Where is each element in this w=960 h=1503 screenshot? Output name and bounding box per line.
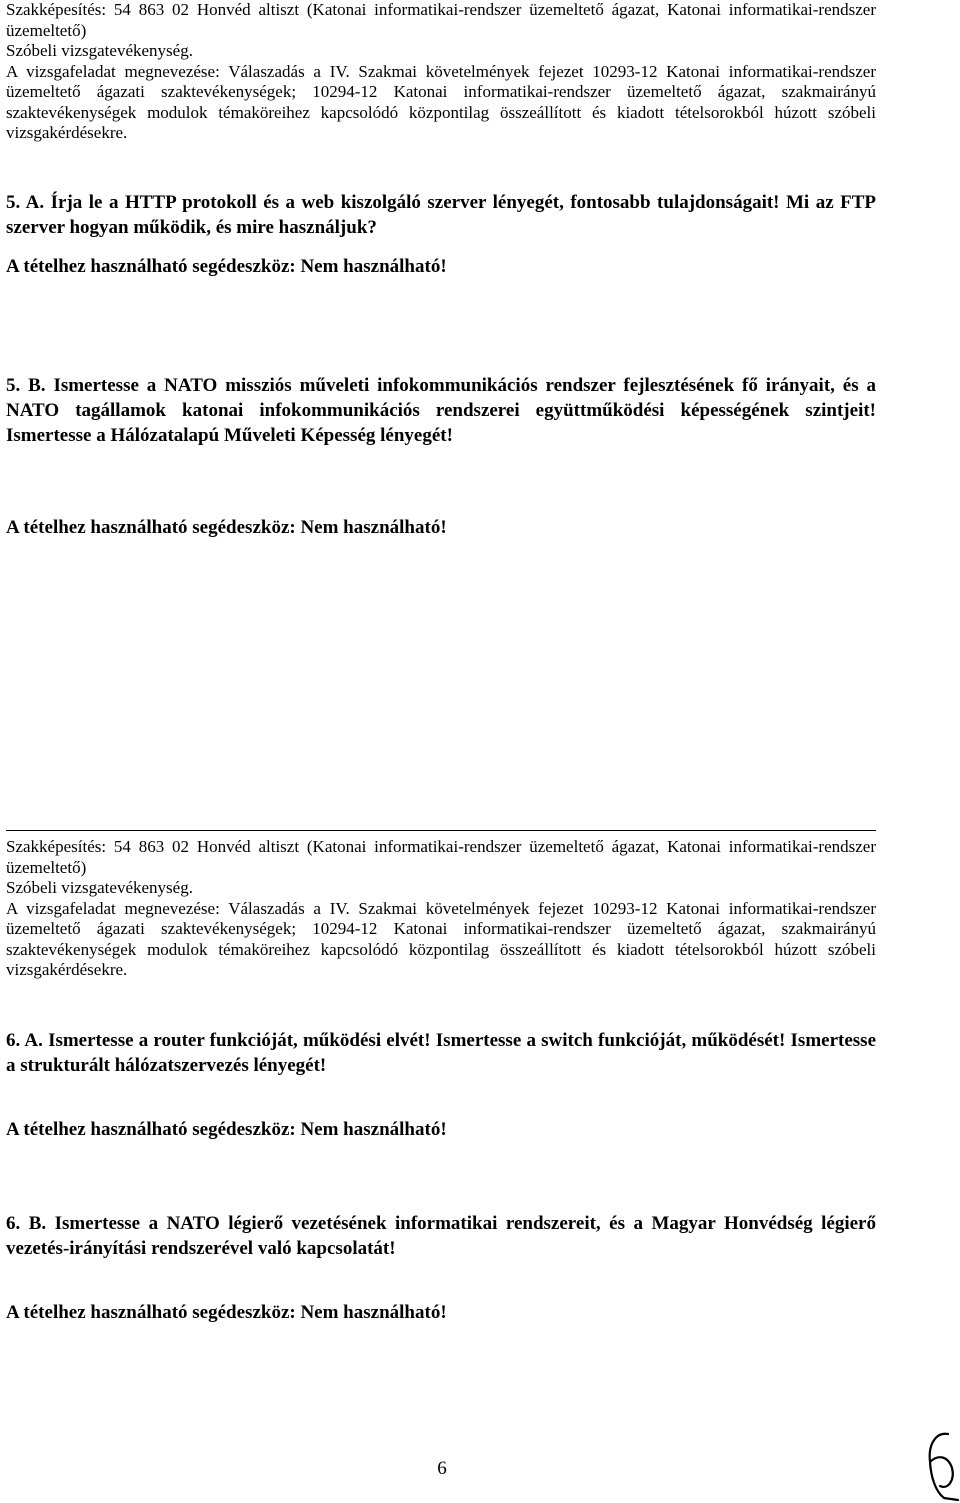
- header-qualification: Szakképesítés: 54 863 02 Honvéd altiszt (Katonai informatikai-rendszer üzemeltető ágazat, Katonai informatikai-rendszer üzemeltető): [6, 0, 876, 40]
- section-divider: [6, 830, 876, 831]
- task-5b: 5. B. Ismertesse a NATO missziós műveleti infokommunikációs rendszer fejlesztésének fő irányait, és a NATO tagállamok katonai infokommunikációs rendszerei együttműködési képességének szintjeit! Ismertesse a Hálózatalapú Műveleti Képesség lényegét!: [6, 375, 876, 446]
- task-6a: 6. A. Ismertesse a router funkcióját, működési elvét! Ismertesse a switch funkcióját, működését! Ismertesse a strukturált hálózatszervezés lényegét!: [6, 1030, 876, 1076]
- header-block-1: [6, 0, 876, 144]
- header-qualification: Szakképesítés: 54 863 02 Honvéd altiszt (Katonai informatikai-rendszer üzemeltető ágazat, Katonai informatikai-rendszer üzemeltető): [6, 837, 876, 877]
- header-task-name: A vizsgafeladat megnevezése: Válaszadás a IV. Szakmai követelmények fejezet 10293-12 Katonai informatikai-rendszer üzemeltető ágazati szaktevékenységek; 10294-12 Katonai informatikai-rendszer üzemeltető ágazat, szakmairányú szaktevékenységek modulok témaköreihez kapcsolódó központilag összeállított és kiadott tételsorokból húzott szóbeli vizsgakérdésekre.: [6, 898, 876, 979]
- header-task-name: A vizsgafeladat megnevezése: Válaszadás a IV. Szakmai követelmények fejezet 10293-12 Katonai informatikai-rendszer üzemeltető ágazati szaktevékenységek; 10294-12 Katonai informatikai-rendszer üzemeltető ágazat, szakmairányú szaktevékenységek modulok témaköreihez kapcsolódó központilag összeállított és kiadott tételsorokból húzott szóbeli vizsgakérdésekre.: [6, 61, 876, 142]
- header-exam-type: Szóbeli vizsgatevékenység.: [6, 878, 193, 897]
- aid-note-5a: A tételhez használható segédeszköz: Nem használható!: [6, 256, 447, 277]
- task-6b: 6. B. Ismertesse a NATO légierő vezetésének informatikai rendszereit, és a Magyar Honvédség légierő vezetés-irányítási rendszerével való kapcsolatát!: [6, 1213, 876, 1259]
- signature-mark: [918, 1428, 960, 1503]
- task-5a: 5. A. Írja le a HTTP protokoll és a web kiszolgáló szerver lényegét, fontosabb tulajdonságait! Mi az FTP szerver hogyan működik, és mire használjuk?: [6, 192, 876, 238]
- header-block-2: [6, 837, 876, 981]
- page-number: 6: [437, 1458, 447, 1479]
- header-exam-type: Szóbeli vizsgatevékenység.: [6, 41, 193, 60]
- aid-note-6a: A tételhez használható segédeszköz: Nem használható!: [6, 1119, 447, 1140]
- aid-note-5b: A tételhez használható segédeszköz: Nem használható!: [6, 517, 447, 538]
- aid-note-6b: A tételhez használható segédeszköz: Nem használható!: [6, 1302, 447, 1323]
